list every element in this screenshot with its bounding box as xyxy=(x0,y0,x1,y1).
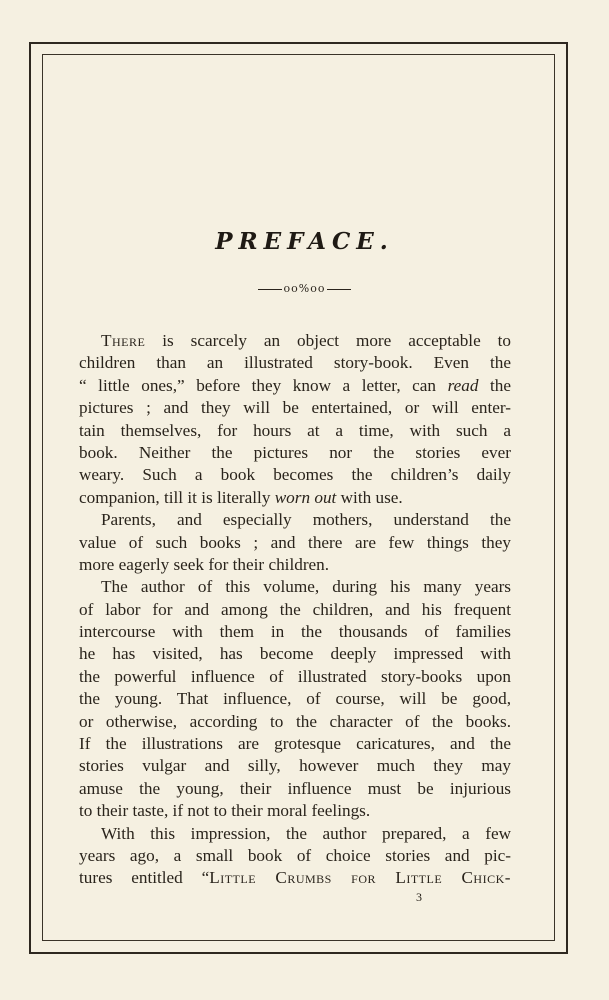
italic-text: read xyxy=(447,375,479,395)
line-text: tain themselves, for hours at a time, with such a xyxy=(79,420,511,440)
ornament-rule-right xyxy=(327,289,351,290)
text-line xyxy=(79,867,511,889)
ornament-glyph: oo%oo xyxy=(283,282,326,295)
line-text: of labor for and among the children, and his frequent xyxy=(79,599,511,619)
text-line xyxy=(79,778,511,800)
text-line xyxy=(79,576,511,598)
paragraph xyxy=(79,576,511,822)
text-line xyxy=(79,688,511,710)
text-line xyxy=(79,823,511,845)
line-text: more eagerly seek for their children. xyxy=(79,554,330,574)
line-text: the powerful influence of illustrated story-books upon xyxy=(79,666,511,686)
line-text: amuse the young, their influence must be injurious xyxy=(79,778,511,798)
text-line xyxy=(79,845,511,867)
text-line xyxy=(79,532,511,554)
line-text: With this impression, the author prepared, a few xyxy=(101,823,511,843)
text-line xyxy=(79,509,511,531)
text-line xyxy=(79,554,511,576)
text-line xyxy=(79,621,511,643)
small-caps-lead: There xyxy=(101,331,146,350)
line-text: Parents, and especially mothers, understand the xyxy=(101,510,511,530)
text-line xyxy=(79,464,511,486)
line-text: to their taste, if not to their moral feelings. xyxy=(79,801,371,821)
text-line xyxy=(79,487,511,509)
line-text: pictures ; and they will be entertained, or will enter- xyxy=(79,398,511,418)
line-text: stories vulgar and silly, however much they may xyxy=(79,756,511,776)
line-text: book. Neither the pictures nor the stories ever xyxy=(79,442,511,462)
line-text: If the illustrations are grotesque caricatures, and the xyxy=(79,734,511,754)
line-text: tures entitled “ xyxy=(79,868,210,888)
line-text: years ago, a small book of choice stories and pic- xyxy=(79,845,511,865)
title-ornament xyxy=(0,282,609,295)
text-line xyxy=(79,397,511,419)
small-caps-title: Little Crumbs for Little Chick- xyxy=(209,868,511,888)
text-line xyxy=(79,800,511,822)
text-line xyxy=(79,330,511,352)
text-line xyxy=(79,420,511,442)
line-text-after: the xyxy=(478,375,511,395)
ornament-rule-left xyxy=(258,289,282,290)
line-text: intercourse with them in the thousands of families xyxy=(79,622,511,642)
line-text: the young. That influence, of course, will be good, xyxy=(79,689,511,709)
line-text: “ little ones,” before they know a letter, can xyxy=(79,375,448,395)
preface-body xyxy=(79,330,511,890)
text-line xyxy=(79,442,511,464)
line-text: children than an illustrated story-book. Even the xyxy=(79,353,511,373)
text-line xyxy=(79,733,511,755)
line-text: or otherwise, according to the character of the books. xyxy=(79,711,511,731)
text-line xyxy=(79,375,511,397)
line-text: value of such books ; and there are few things they xyxy=(79,532,511,552)
text-line xyxy=(79,666,511,688)
line-text: is scarcely an object more acceptable to xyxy=(145,331,511,350)
line-text-after: with use. xyxy=(336,487,403,507)
text-line xyxy=(79,599,511,621)
text-line xyxy=(79,352,511,374)
line-text: The author of this volume, during his many years xyxy=(101,577,511,597)
paragraph xyxy=(79,823,511,890)
text-line xyxy=(79,643,511,665)
line-text: he has visited, has become deeply impressed with xyxy=(79,644,511,664)
paragraph xyxy=(79,509,511,576)
paragraph xyxy=(79,330,511,509)
text-line xyxy=(79,755,511,777)
page-number: 3 xyxy=(416,890,422,904)
line-text: companion, till it is literally xyxy=(79,487,275,507)
italic-text: worn out xyxy=(274,487,337,507)
line-text: weary. Such a book becomes the children’s daily xyxy=(79,465,511,485)
page-title: PREFACE. xyxy=(215,228,394,255)
text-line xyxy=(79,711,511,733)
